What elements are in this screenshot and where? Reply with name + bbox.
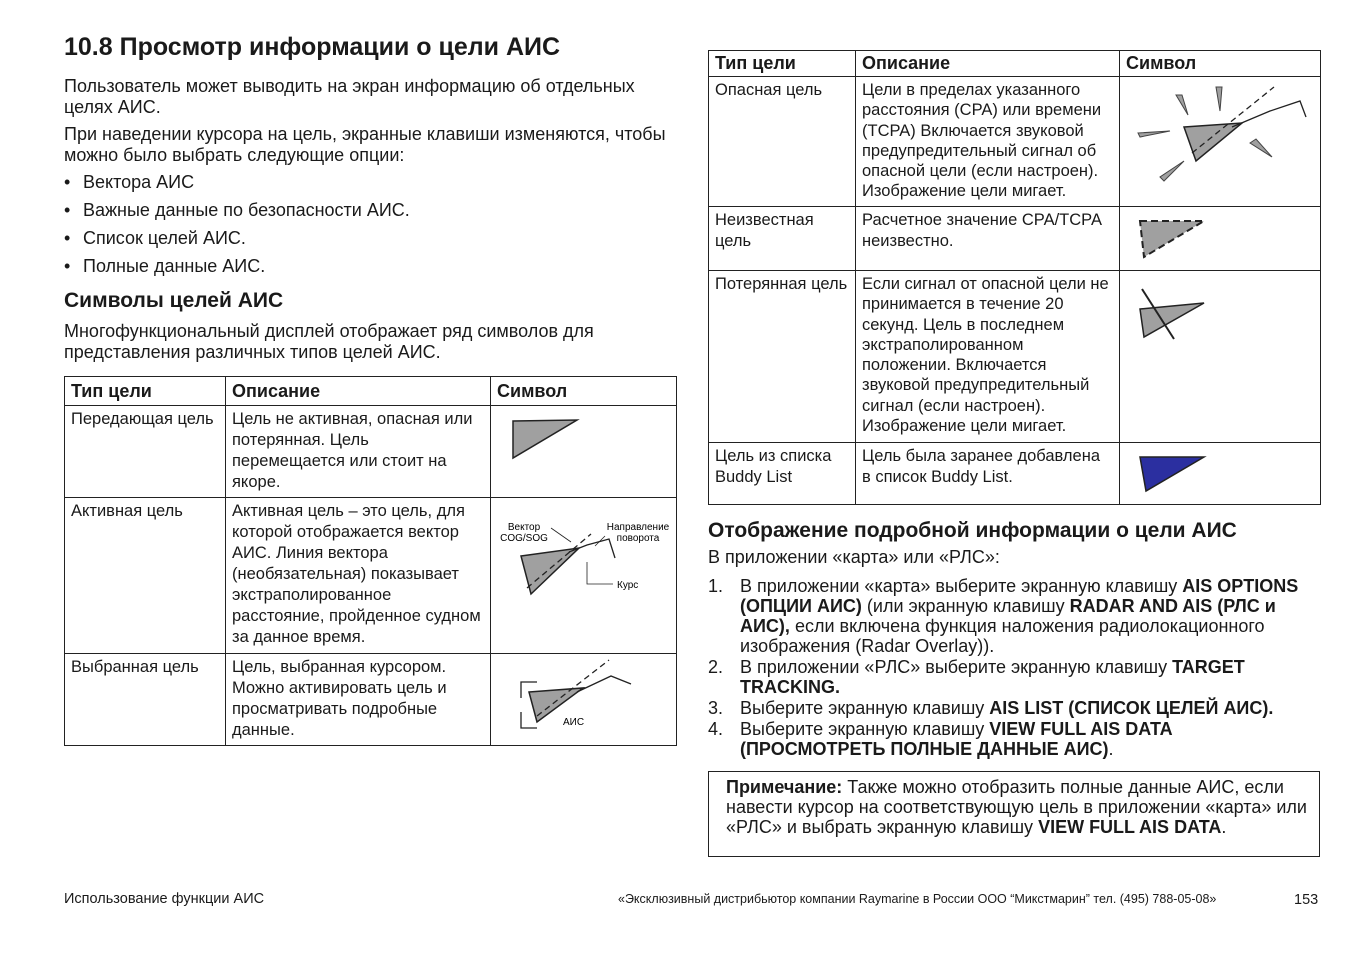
header-description: Описание: [226, 377, 491, 406]
step-text: Выберите экранную клавишу: [740, 698, 990, 718]
header-symbol: Символ: [491, 377, 677, 406]
description-cell: Цель не активная, опасная или потерянная. Цель перемещается или стоит на якоре.: [226, 406, 491, 498]
lost-target-icon: [1120, 271, 1319, 441]
detail-intro: В приложении «карта» или «РЛС»:: [708, 547, 1000, 567]
symbols-paragraph: Многофункциональный дисплей отображает ряд символов для представления различных типов целей АИС.: [64, 321, 594, 362]
symbol-cell: [491, 498, 677, 654]
note-softkey: VIEW FULL AIS DATA: [1038, 817, 1222, 837]
list-item: • Список целей АИС.: [64, 228, 676, 249]
target-type-cell: Выбранная цель: [65, 654, 226, 746]
selected-target-icon: [491, 654, 675, 744]
header-description: Описание: [856, 51, 1120, 77]
step-number: 3.: [708, 698, 724, 718]
footer-distributor: «Эксклюзивный дистрибьютор компании Raymarine в России ООО “Микстмарин” тел. (495) 788-05-08»: [618, 892, 1217, 906]
active-target-icon: [491, 498, 675, 652]
table-row: [709, 271, 1321, 443]
description-cell: Расчетное значение CPA/TCPA неизвестно.: [856, 207, 1120, 271]
options-list: [64, 172, 676, 277]
header-symbol: Символ: [1120, 51, 1321, 77]
description-cell: Если сигнал от опасной цели не принимается в течение 20 секунд. Цель в последнем экстраполированном положении. Включается звуковой предупредительный сигнал (если настроен). Изображение цели мигает.: [856, 271, 1120, 443]
symbol-cell: [491, 654, 677, 746]
buddy-target-icon: [1120, 443, 1319, 503]
description-cell: Активная цель – это цель, для которой отображается вектор АИС. Линия вектора (необязательная) показывает экстраполированное расстояние, пройденное судном за данное время.: [226, 498, 491, 654]
target-type-cell: Активная цель: [65, 498, 226, 654]
step-text: Выберите экранную клавишу: [740, 719, 990, 739]
header-target-type: Тип цели: [709, 51, 856, 77]
list-item: • Вектора АИС: [64, 172, 676, 193]
softkey-target-tracking: TARGET TRACKING.: [740, 657, 1245, 697]
section-title: 10.8 Просмотр информации о цели АИС: [64, 33, 561, 61]
symbol-cell: [1120, 77, 1321, 207]
softkey-ais-list: AIS LIST (СПИСОК ЦЕЛЕЙ АИС).: [989, 698, 1274, 718]
intro-paragraph-1: Пользователь может выводить на экран информацию об отдельных целях АИС.: [64, 76, 635, 117]
transmitting-target-icon: [491, 406, 675, 496]
target-type-cell: Потерянная цель: [709, 271, 856, 443]
target-type-cell: Опасная цель: [709, 77, 856, 207]
turn-label: поворота: [616, 533, 660, 544]
steps-list: [708, 576, 1320, 759]
note-box: [708, 771, 1320, 857]
list-item: • Важные данные по безопасности АИС.: [64, 200, 676, 221]
target-type-cell: Неизвестная цель: [709, 207, 856, 271]
softkey-ais-options: AIS OPTIONS (ОПЦИИ АИС): [740, 576, 1299, 616]
target-type-cell: Передающая цель: [65, 406, 226, 498]
note-text: Также можно отобразить полные данные АИС, если навести курсор на соответствующую цель в приложении «карта» или «РЛС» и выбрать экранную клавишу: [726, 777, 1307, 837]
symbol-cell: [491, 406, 677, 498]
step-text: В приложении «карта» выберите экранную клавишу: [740, 576, 1183, 596]
ais-symbols-table-right: [708, 50, 1321, 505]
cog-sog-label: COG/SOG: [500, 533, 548, 544]
list-item: [708, 698, 1320, 718]
list-item: • Полные данные АИС.: [64, 256, 676, 277]
table-row: [709, 77, 1321, 207]
footer-section-name: Использование функции АИС: [64, 891, 265, 907]
note-end: .: [1221, 817, 1227, 837]
right-column: [708, 50, 1320, 760]
vector-label: Вектор: [507, 522, 541, 533]
symbols-heading: Символы целей АИС: [64, 289, 284, 312]
list-item: [708, 719, 1320, 759]
note-label: Примечание:: [726, 777, 843, 797]
softkey-radar-and-ais: RADAR AND AIS (РЛС и АИС),: [740, 596, 1276, 636]
intro-paragraph-2: При наведении курсора на цель, экранные клавиши изменяются, чтобы можно было выбрать следующие опции:: [64, 124, 666, 165]
description-cell: Цель, выбранная курсором. Можно активировать цель и просматривать подробные данные.: [226, 654, 491, 746]
turn-direction-label: Направление: [606, 522, 670, 533]
target-type-cell: Цель из списка Buddy List: [709, 443, 856, 505]
list-item: [708, 576, 1320, 656]
description-cell: Цель была заранее добавлена в список Buddy List.: [856, 443, 1120, 505]
symbol-cell: [1120, 207, 1321, 271]
header-target-type: Тип цели: [65, 377, 226, 406]
softkey-view-full-ais-data: VIEW FULL AIS DATA (ПРОСМОТРЕТЬ ПОЛНЫЕ ДАННЫЕ АИС): [740, 719, 1172, 759]
table-row: [709, 207, 1321, 271]
course-label: Курс: [617, 580, 639, 591]
symbol-cell: [1120, 443, 1321, 505]
dangerous-target-icon: [1120, 77, 1319, 205]
unknown-target-icon: [1120, 207, 1319, 269]
step-number: 2.: [708, 657, 724, 677]
left-column: [64, 30, 676, 746]
step-number: 4.: [708, 719, 724, 739]
step-text: .: [1108, 739, 1114, 759]
step-text: В приложении «РЛС» выберите экранную клавишу: [740, 657, 1173, 677]
table-row: [65, 498, 677, 654]
description-cell: Цели в пределах указанного расстояния (CPA) или времени (TCPA) Включается звуковой предупредительный сигнал об опасной цели (если настроен). Изображение цели мигает.: [856, 77, 1120, 207]
detail-heading: Отображение подробной информации о цели АИС: [708, 519, 1237, 542]
list-item: [708, 657, 1320, 697]
ais-symbols-table-left: [64, 376, 677, 746]
page-number: 153: [1294, 892, 1319, 908]
step-text: (или экранную клавишу: [861, 596, 1070, 616]
table-row: [65, 406, 677, 498]
step-number: 1.: [708, 576, 724, 596]
symbol-cell: [1120, 271, 1321, 443]
table-row: [65, 654, 677, 746]
step-text: если включена функция наложения радиолокационного изображения (Radar Overlay)).: [740, 616, 1265, 656]
ais-label: АИС: [563, 717, 585, 728]
table-row: [709, 443, 1321, 505]
